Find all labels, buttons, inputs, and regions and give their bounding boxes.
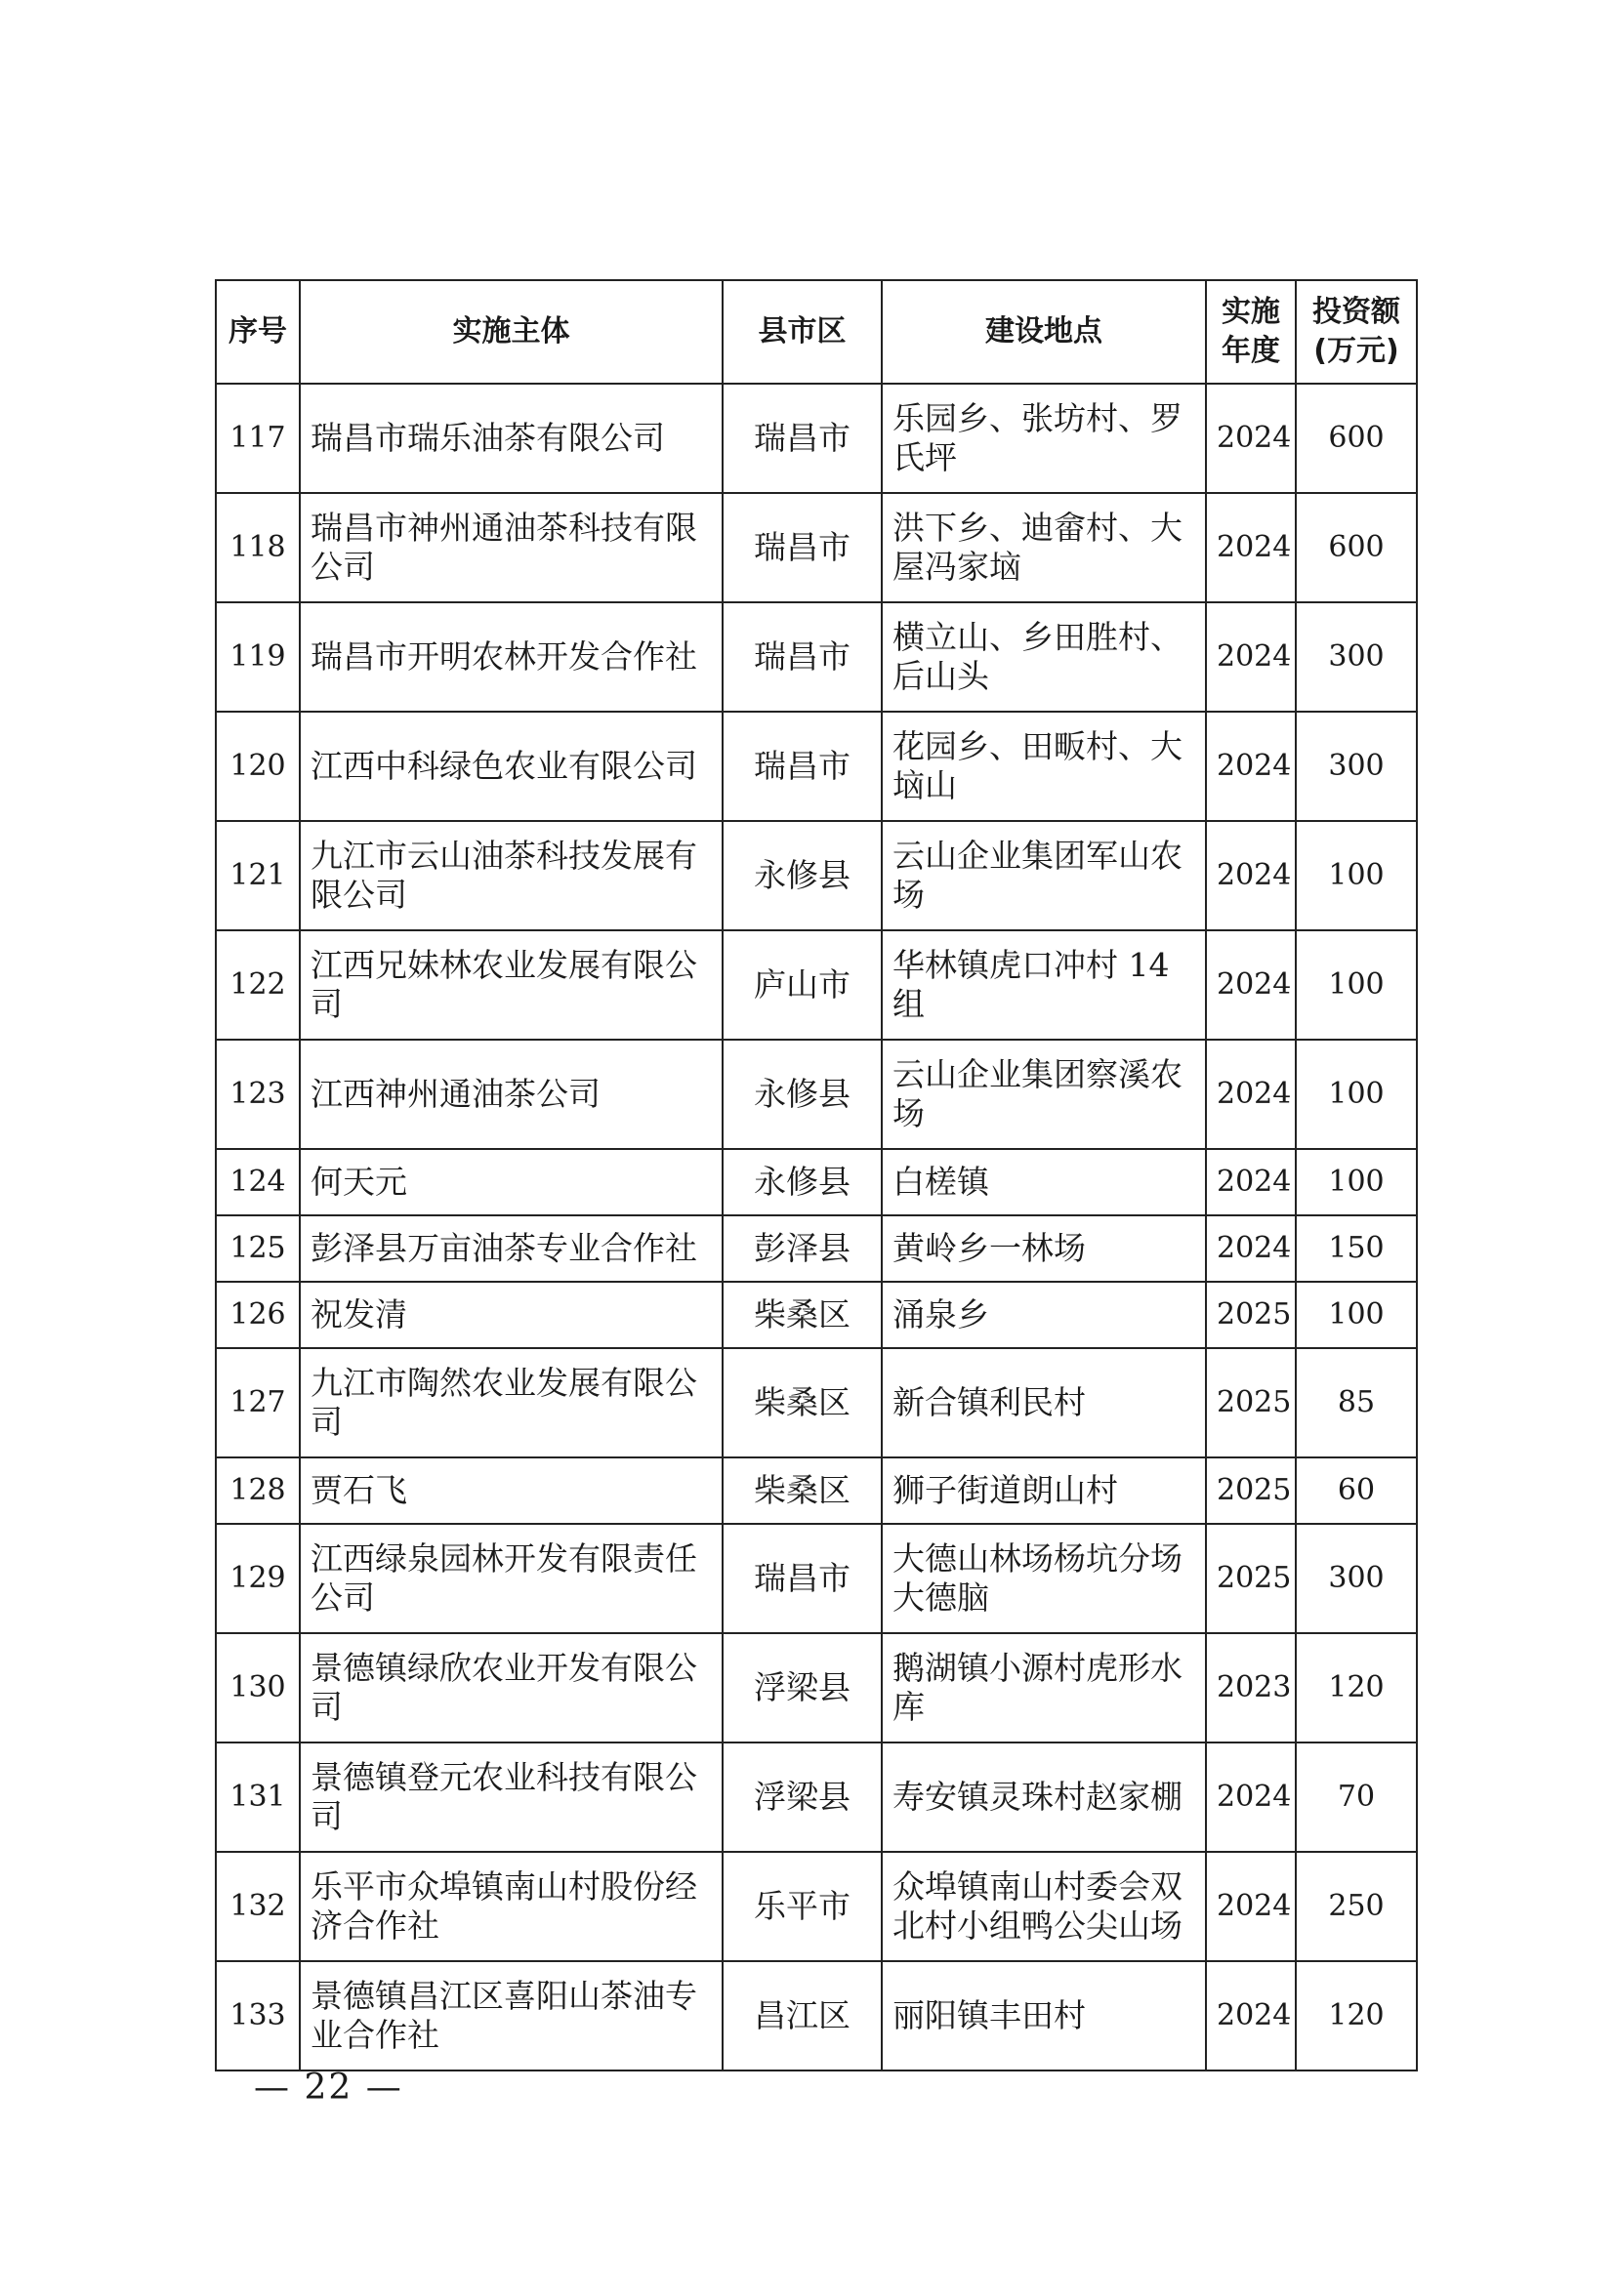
cell-year: 2024 [1206,1149,1296,1215]
cell-location: 乐园乡、张坊村、罗氏坪 [882,384,1206,493]
cell-entity: 瑞昌市开明农林开发合作社 [300,602,723,712]
cell-entity: 景德镇绿欣农业开发有限公司 [300,1633,723,1742]
cell-entity: 九江市陶然农业发展有限公司 [300,1348,723,1457]
cell-seq: 130 [216,1633,300,1742]
cell-county: 瑞昌市 [723,384,882,493]
header-location: 建设地点 [882,280,1206,384]
cell-amount: 100 [1296,930,1417,1040]
cell-entity: 景德镇登元农业科技有限公司 [300,1742,723,1852]
cell-entity: 瑞昌市瑞乐油茶有限公司 [300,384,723,493]
cell-year: 2024 [1206,1742,1296,1852]
cell-seq: 133 [216,1961,300,2070]
cell-amount: 70 [1296,1742,1417,1852]
cell-location: 黄岭乡一林场 [882,1215,1206,1282]
cell-amount: 300 [1296,602,1417,712]
cell-location: 花园乡、田畈村、大垴山 [882,712,1206,821]
cell-amount: 85 [1296,1348,1417,1457]
table-body [216,384,1417,2070]
cell-county: 瑞昌市 [723,712,882,821]
cell-year: 2024 [1206,602,1296,712]
cell-county: 乐平市 [723,1852,882,1961]
header-entity: 实施主体 [300,280,723,384]
cell-location: 丽阳镇丰田村 [882,1961,1206,2070]
cell-year: 2025 [1206,1524,1296,1633]
cell-county: 昌江区 [723,1961,882,2070]
table-row [216,1040,1417,1149]
cell-seq: 125 [216,1215,300,1282]
cell-amount: 100 [1296,821,1417,930]
cell-amount: 100 [1296,1282,1417,1348]
cell-amount: 600 [1296,384,1417,493]
cell-entity: 江西兄妹林农业发展有限公司 [300,930,723,1040]
table-row [216,1852,1417,1961]
cell-seq: 123 [216,1040,300,1149]
cell-entity: 何天元 [300,1149,723,1215]
cell-amount: 120 [1296,1961,1417,2070]
cell-county: 柴桑区 [723,1348,882,1457]
cell-location: 云山企业集团察溪农场 [882,1040,1206,1149]
cell-location: 横立山、乡田胜村、后山头 [882,602,1206,712]
cell-amount: 60 [1296,1457,1417,1524]
cell-year: 2024 [1206,1215,1296,1282]
cell-seq: 127 [216,1348,300,1457]
table-row [216,930,1417,1040]
cell-year: 2025 [1206,1348,1296,1457]
cell-entity: 祝发清 [300,1282,723,1348]
cell-amount: 120 [1296,1633,1417,1742]
cell-seq: 132 [216,1852,300,1961]
cell-county: 浮梁县 [723,1742,882,1852]
header-seq: 序号 [216,280,300,384]
cell-seq: 121 [216,821,300,930]
cell-location: 洪下乡、迪畲村、大屋冯家垴 [882,493,1206,602]
cell-amount: 300 [1296,712,1417,821]
table-row [216,1348,1417,1457]
table-row [216,1742,1417,1852]
table-row [216,821,1417,930]
cell-location: 华林镇虎口冲村 14 组 [882,930,1206,1040]
cell-amount: 100 [1296,1040,1417,1149]
table-row [216,493,1417,602]
cell-year: 2024 [1206,821,1296,930]
table-row [216,602,1417,712]
cell-county: 瑞昌市 [723,1524,882,1633]
cell-year: 2023 [1206,1633,1296,1742]
cell-county: 庐山市 [723,930,882,1040]
cell-entity: 乐平市众埠镇南山村股份经济合作社 [300,1852,723,1961]
cell-entity: 江西神州通油茶公司 [300,1040,723,1149]
table-row [216,1961,1417,2070]
cell-location: 众埠镇南山村委会双北村小组鸭公尖山场 [882,1852,1206,1961]
cell-seq: 122 [216,930,300,1040]
cell-location: 白槎镇 [882,1149,1206,1215]
cell-county: 浮梁县 [723,1633,882,1742]
cell-amount: 100 [1296,1149,1417,1215]
cell-location: 狮子街道朗山村 [882,1457,1206,1524]
cell-entity: 贾石飞 [300,1457,723,1524]
cell-year: 2024 [1206,493,1296,602]
cell-location: 鹅湖镇小源村虎形水库 [882,1633,1206,1742]
cell-seq: 128 [216,1457,300,1524]
header-amount: 投资额(万元) [1296,280,1417,384]
header-county: 县市区 [723,280,882,384]
cell-amount: 250 [1296,1852,1417,1961]
cell-year: 2024 [1206,1040,1296,1149]
cell-year: 2024 [1206,384,1296,493]
table-row [216,1282,1417,1348]
cell-amount: 600 [1296,493,1417,602]
cell-entity: 九江市云山油茶科技发展有限公司 [300,821,723,930]
cell-county: 永修县 [723,1040,882,1149]
table-row [216,1633,1417,1742]
cell-year: 2024 [1206,930,1296,1040]
cell-entity: 江西中科绿色农业有限公司 [300,712,723,821]
table-row [216,1524,1417,1633]
table-row [216,1457,1417,1524]
cell-seq: 131 [216,1742,300,1852]
page-number: — 22 — [254,2068,403,2108]
cell-county: 柴桑区 [723,1457,882,1524]
table-row [216,1149,1417,1215]
cell-entity: 瑞昌市神州通油茶科技有限公司 [300,493,723,602]
cell-entity: 景德镇昌江区喜阳山茶油专业合作社 [300,1961,723,2070]
cell-location: 寿安镇灵珠村赵家棚 [882,1742,1206,1852]
cell-seq: 119 [216,602,300,712]
table-row [216,1215,1417,1282]
cell-location: 涌泉乡 [882,1282,1206,1348]
table-header-row [216,280,1417,384]
cell-seq: 120 [216,712,300,821]
cell-county: 永修县 [723,821,882,930]
cell-amount: 300 [1296,1524,1417,1633]
cell-amount: 150 [1296,1215,1417,1282]
table-row [216,384,1417,493]
table-row [216,712,1417,821]
cell-location: 新合镇利民村 [882,1348,1206,1457]
cell-year: 2024 [1206,1852,1296,1961]
cell-county: 瑞昌市 [723,493,882,602]
cell-location: 大德山林场杨坑分场大德脑 [882,1524,1206,1633]
cell-seq: 117 [216,384,300,493]
cell-location: 云山企业集团军山农场 [882,821,1206,930]
cell-year: 2024 [1206,712,1296,821]
project-table [215,279,1418,2071]
cell-county: 彭泽县 [723,1215,882,1282]
cell-entity: 江西绿泉园林开发有限责任公司 [300,1524,723,1633]
cell-year: 2025 [1206,1457,1296,1524]
cell-seq: 126 [216,1282,300,1348]
cell-county: 瑞昌市 [723,602,882,712]
cell-seq: 124 [216,1149,300,1215]
cell-year: 2024 [1206,1961,1296,2070]
cell-seq: 129 [216,1524,300,1633]
cell-county: 永修县 [723,1149,882,1215]
header-year: 实施年度 [1206,280,1296,384]
cell-county: 柴桑区 [723,1282,882,1348]
cell-seq: 118 [216,493,300,602]
cell-entity: 彭泽县万亩油茶专业合作社 [300,1215,723,1282]
cell-year: 2025 [1206,1282,1296,1348]
